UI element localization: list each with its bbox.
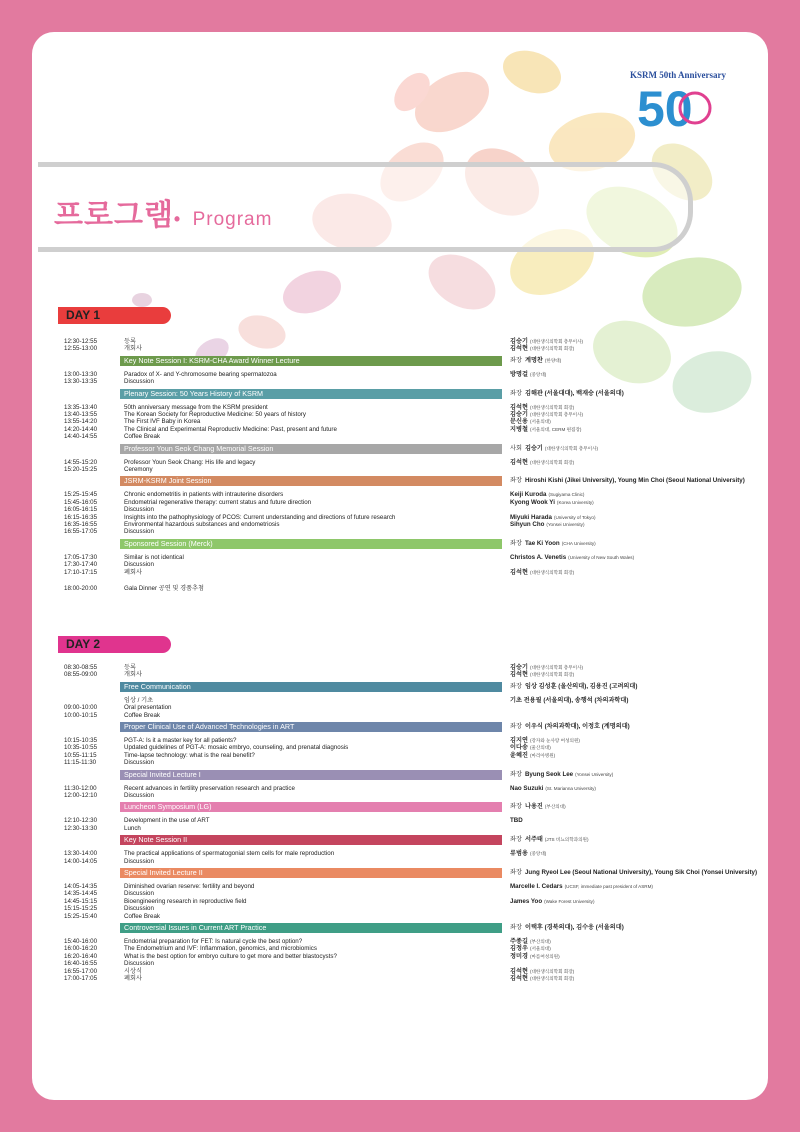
session-item: Discussion — [124, 905, 154, 913]
session-item: Endometrial preparation for FET: Is natural cycle the best option? — [124, 938, 303, 945]
speaker — [510, 975, 760, 982]
session-item: Insights into the pathophysiology of PCOS: Current understanding and directions of future research — [124, 513, 396, 521]
session-item: 폐회사 — [124, 568, 142, 576]
speaker-name: 김승기 — [510, 664, 528, 671]
speaker — [510, 968, 760, 975]
speaker — [510, 913, 760, 920]
session-item: 등록 — [124, 338, 136, 345]
speaker-name: 김정우 — [510, 945, 528, 953]
speaker — [510, 890, 760, 897]
speaker — [510, 338, 760, 345]
session-time: 13:55-14:20 — [64, 418, 98, 426]
session-time: 10:55-11:15 — [64, 751, 97, 759]
session-time: 13:30-13:35 — [64, 378, 98, 386]
chair-role: 좌장 — [510, 356, 522, 364]
speaker-affiliation: (대한생식의학회 회장) — [529, 346, 575, 352]
chair-name: 김승기 — [524, 444, 543, 452]
speaker-affiliation: (대한생식의학회 회장) — [529, 569, 575, 575]
speaker-affiliation: (마리아병원) — [529, 752, 556, 758]
speaker — [510, 817, 760, 824]
session-time: 15:25-15:40 — [64, 912, 98, 920]
session-time: 16:00-16:20 — [64, 945, 98, 953]
session-time: 09:00-10:00 — [64, 704, 98, 712]
logo-number: 50 — [637, 82, 693, 132]
speaker-name: 김석현 — [510, 975, 528, 982]
ksrm-50-logo — [635, 82, 721, 132]
speaker-name: Sihyun Cho — [510, 521, 545, 528]
session-chair — [510, 836, 588, 843]
speaker-affiliation: (서울의대) — [529, 419, 551, 425]
speaker — [510, 378, 760, 385]
speaker — [510, 506, 760, 513]
speaker — [510, 569, 760, 576]
session-time: 17:00-17:05 — [64, 975, 98, 982]
session-item: Discussion — [124, 506, 154, 514]
session-bar: Controversial Issues in Current ART Practice — [120, 923, 502, 933]
session-item: Discussion — [124, 857, 154, 865]
session-item: What is the best option for embryo culture to get more and better blastocysts? — [124, 952, 337, 960]
session-time: 15:25-15:45 — [64, 491, 98, 499]
session-time: 14:00-14:05 — [64, 857, 98, 865]
session-chair — [510, 869, 759, 876]
session-time: 08:55-09:00 — [64, 671, 98, 679]
speaker — [510, 898, 760, 905]
chair-role: 좌장 — [510, 389, 522, 397]
speaker — [510, 411, 760, 418]
session-time: 14:55-15:20 — [64, 458, 98, 466]
anniversary-text: KSRM 50th Anniversary — [629, 70, 726, 80]
session-chair — [510, 803, 566, 810]
session-time: 14:20-14:40 — [64, 425, 98, 433]
speaker-affiliation: (대한생식의학회 총무이사) — [529, 665, 584, 670]
speaker-affiliation: (대한생식의학회 총무이사) — [529, 339, 584, 344]
chair-name: 계명찬 — [524, 356, 543, 364]
speaker-affiliation: (서울의대, CERM 편집장) — [529, 426, 582, 432]
session-time: 16:20-16:40 — [64, 952, 98, 960]
speaker-affiliation: (대한생식의학회 회장) — [529, 968, 575, 974]
session-time: 16:15-16:35 — [64, 513, 98, 521]
session-time: 16:35-16:55 — [64, 521, 98, 528]
speaker-name: 김석현 — [510, 458, 528, 466]
chair-role: 좌장 — [510, 803, 522, 811]
session-chair — [510, 357, 561, 364]
program-card — [32, 32, 768, 1100]
session-time: 14:40-14:55 — [64, 433, 98, 441]
speaker — [510, 825, 760, 832]
session-item: 등록 — [124, 664, 136, 671]
speaker-name: 류범용 — [510, 850, 528, 858]
session-bar: Plenary Session: 50 Years History of KSRM — [120, 389, 502, 399]
session-item: Discussion — [124, 378, 154, 386]
session-time: 18:00-20:00 — [64, 585, 98, 592]
speaker-name: 이다송 — [510, 744, 528, 752]
chair-name: 서주태 — [524, 836, 543, 844]
anniversary-badge — [618, 70, 738, 132]
session-item: Discussion — [124, 890, 154, 898]
session-item: 임상 / 기초 — [124, 696, 154, 704]
speaker-name: 김지연 — [510, 737, 528, 744]
speaker — [510, 945, 760, 952]
speaker-name: TBD — [510, 817, 523, 825]
session-item: 시상식 — [124, 967, 142, 975]
chair-role: 좌장 — [510, 682, 522, 690]
session-chair — [510, 390, 626, 397]
speaker-affiliation: (University of New South Wales) — [568, 554, 635, 560]
speaker — [510, 585, 760, 592]
speaker — [510, 345, 760, 352]
session-chair — [510, 771, 613, 778]
speaker — [510, 514, 760, 521]
speaker — [510, 528, 760, 535]
speaker — [510, 433, 760, 440]
session-chair — [510, 445, 598, 452]
session-chair — [510, 924, 626, 931]
speaker — [510, 418, 760, 425]
speaker-name: 윤혜진 — [510, 751, 528, 759]
chair-role: 좌장 — [510, 836, 522, 844]
session-item: 50th anniversary message from the KSRM president — [124, 403, 268, 411]
speaker — [510, 712, 760, 719]
speaker-affiliation: (Wake Forest University) — [544, 898, 595, 904]
speaker-name: Christos A. Venetis — [510, 553, 567, 561]
speaker — [510, 426, 760, 433]
speaker-affiliation: (서울의대) — [529, 946, 551, 952]
speaker-affiliation: (중앙대) — [529, 851, 547, 857]
session-item: Coffee Break — [124, 711, 161, 719]
session-item: Development in the use of ART — [124, 817, 210, 825]
session-time: 11:30-12:00 — [64, 784, 97, 792]
speaker — [510, 960, 760, 967]
speaker — [510, 737, 760, 744]
chair-role: 좌장 — [510, 924, 522, 931]
session-time: 10:15-10:35 — [64, 737, 98, 744]
speaker-affiliation: (UCSF, immediate past president of ASRM) — [564, 884, 653, 889]
session-bar: Free Communication — [120, 682, 502, 692]
speaker-name: 정미경 — [510, 952, 528, 960]
speaker — [510, 561, 760, 568]
speaker — [510, 792, 760, 799]
speaker-affiliation: (대한생식의학회 회장) — [529, 459, 575, 465]
session-time: 14:35-14:45 — [64, 890, 98, 898]
session-item: PGT-A: Is it a master key for all patients? — [124, 737, 237, 744]
session-item: 폐회사 — [124, 975, 142, 982]
speaker-name: 김석현 — [510, 345, 528, 353]
session-bar: Key Note Session II — [120, 835, 502, 845]
chair-affiliation: (대한생식의학회 총무이사) — [544, 445, 599, 451]
speaker-affiliation: (St. Marianna University) — [545, 785, 596, 791]
speaker-name: 방명걸 — [510, 370, 528, 378]
session-time: 12:30-12:55 — [64, 338, 98, 345]
chair-affiliation: (CHA University) — [561, 540, 596, 546]
speaker — [510, 704, 760, 711]
title-english: Program — [192, 209, 273, 230]
day1-label: DAY 1 — [58, 307, 171, 324]
session-item: The Endometrium and IVF: Inflammation, genomics, and microbiomics — [124, 945, 317, 953]
speaker-affiliation: (마를여성의원) — [529, 953, 560, 959]
session-time: 12:00-12:10 — [64, 792, 98, 799]
session-item: Ceremony — [124, 466, 153, 473]
speaker-affiliation: (강자와 눈사랑 여성의원) — [529, 738, 580, 743]
speaker — [510, 371, 760, 378]
session-time: 12:30-13:30 — [64, 824, 98, 832]
session-time: 17:30-17:40 — [64, 561, 98, 569]
speaker-affiliation: (University of Tokyo) — [553, 514, 596, 520]
chair-name: Byung Seok Lee — [524, 770, 574, 778]
speaker-affiliation: (대한생식의학회 회장) — [529, 976, 575, 981]
speaker-name: Marcelle I. Cedars — [510, 883, 563, 890]
speaker-affiliation: (Yonsei University) — [546, 522, 585, 527]
session-item: Discussion — [124, 561, 154, 569]
speaker-name: 주종길 — [510, 938, 528, 945]
session-bar: Key Note Session I: KSRM-CHA Award Winner Lecture — [120, 356, 502, 366]
speaker-name: 김석현 — [510, 568, 528, 576]
session-time: 13:40-13:55 — [64, 411, 98, 418]
session-item: Endometrial regenerative therapy: current status and future direction — [124, 498, 312, 506]
session-time: 15:15-15:25 — [64, 905, 98, 913]
session-chair — [510, 477, 747, 484]
session-item: Coffee Break — [124, 433, 161, 441]
page-title — [54, 190, 272, 234]
speaker — [510, 785, 760, 792]
session-time: 12:55-13:00 — [64, 345, 98, 353]
session-time: 10:00-10:15 — [64, 711, 98, 719]
chair-affiliation: (한양대) — [544, 357, 562, 363]
speaker — [510, 554, 760, 561]
chair-role: 좌장 — [510, 477, 522, 485]
chair-name: 임상 김성훈 (울산의대), 김용진 (고려의대) — [524, 682, 638, 690]
session-time: 14:05-14:35 — [64, 883, 98, 890]
session-bar: JSRM-KSRM Joint Session — [120, 476, 502, 486]
session-item: Professor Youn Seok Chang: His life and legacy — [124, 458, 256, 466]
session-bar: Luncheon Symposium (LG) — [120, 802, 502, 812]
session-time: 15:45-16:05 — [64, 498, 98, 506]
session-time: 13:35-13:40 — [64, 403, 98, 411]
chair-affiliation: (Yonsei University) — [575, 771, 614, 777]
speaker-name: 기초 전용필 (서울의대), 송행석 (차의과학대) — [510, 696, 629, 704]
session-item: Coffee Break — [124, 912, 161, 920]
speaker-affiliation: (중앙대) — [529, 371, 547, 377]
chair-name: 이우식 (차의과학대), 이정호 (계명의대) — [524, 723, 630, 730]
session-item: 개회사 — [124, 345, 142, 353]
chair-name: Hiroshi Kishi (Jikei University), Young Min Choi (Seoul National University) — [524, 477, 745, 485]
session-item: Discussion — [124, 960, 154, 968]
session-bar: Proper Clinical Use of Advanced Technologies in ART — [120, 722, 502, 732]
speaker — [510, 491, 760, 498]
speaker-affiliation: (대한생식의학회 총무이사) — [529, 412, 584, 417]
chair-name: Tae Ki Yoon — [524, 539, 560, 547]
session-item: Similar is not identical — [124, 553, 184, 561]
session-chair — [510, 723, 632, 730]
speaker-name: James Yoo — [510, 897, 543, 905]
chair-name: 김해관 (서울대대), 백재승 (서울의대) — [524, 389, 624, 397]
session-time: 16:55-17:00 — [64, 967, 98, 975]
title-dot-icon: • — [173, 209, 182, 229]
chair-role: 좌장 — [510, 770, 522, 778]
session-bar: Professor Youn Seok Chang Memorial Session — [120, 444, 502, 454]
session-time: 08:30-08:55 — [64, 664, 98, 671]
session-time: 13:30-14:00 — [64, 850, 98, 858]
session-item: Recent advances in fertility preservation research and practice — [124, 784, 295, 792]
session-item: Diminished ovarian reserve: fertility and beyond — [124, 883, 255, 890]
speaker — [510, 858, 760, 865]
session-item: Discussion — [124, 759, 154, 767]
session-time: 17:05-17:30 — [64, 553, 98, 561]
session-item: Bioengineering research in reproductive field — [124, 897, 247, 905]
speaker-name: 김석현 — [510, 403, 528, 411]
speaker — [510, 466, 760, 473]
session-item: 개회사 — [124, 671, 142, 679]
session-bar: Special Invited Lecture II — [120, 868, 502, 878]
speaker — [510, 905, 760, 912]
speaker-affiliation: (Korea University) — [556, 499, 594, 505]
speaker-affiliation: (대한생식의학회 회장) — [529, 404, 575, 410]
session-item: The First IVF Baby in Korea — [124, 418, 201, 426]
speaker-name: 문신용 — [510, 418, 528, 426]
session-item: The practical applications of spermatogonial stem cells for male reproduction — [124, 850, 335, 858]
speaker — [510, 759, 760, 766]
speaker-name: Nao Suzuki — [510, 784, 544, 792]
speaker — [510, 664, 760, 671]
session-time: 13:00-13:30 — [64, 370, 98, 378]
session-item: Paradox of X- and Y-chromosome bearing spermatozoa — [124, 370, 277, 378]
chair-role: 좌장 — [510, 869, 522, 876]
chair-affiliation: (부산의대) — [544, 804, 566, 810]
speaker-name: Keiji Kuroda — [510, 491, 547, 499]
session-time: 15:40-16:00 — [64, 938, 98, 945]
session-chair — [510, 683, 639, 690]
speaker — [510, 752, 760, 759]
session-time: 17:10-17:15 — [64, 568, 98, 576]
speaker-affiliation: (Sugiyama Clinic) — [548, 492, 585, 498]
session-item: Discussion — [124, 528, 154, 536]
speaker — [510, 499, 760, 506]
title-korean: 프로그램 — [54, 199, 174, 232]
session-time: 16:05-16:15 — [64, 506, 98, 514]
session-time: 16:55-17:05 — [64, 528, 98, 536]
chair-role: 좌장 — [510, 539, 522, 547]
session-time: 16:40-16:55 — [64, 960, 98, 968]
session-item: Chronic endometritis in patients with intrauterine disorders — [124, 491, 284, 499]
chair-affiliation: (JTS 비뇨의학과의원) — [544, 837, 589, 843]
speaker-name: 김석현 — [510, 671, 528, 679]
speaker-name: Miyuki Harada — [510, 513, 552, 521]
day2-label: DAY 2 — [58, 636, 171, 653]
speaker — [510, 404, 760, 411]
speaker-name: Kyong Wook Yi — [510, 498, 555, 506]
chair-role: 좌장 — [510, 723, 522, 730]
speaker — [510, 521, 760, 528]
session-time: 11:15-11:30 — [64, 759, 97, 767]
speaker — [510, 744, 760, 751]
speaker — [510, 953, 760, 960]
speaker — [510, 850, 760, 857]
session-time: 14:45-15:15 — [64, 897, 98, 905]
speaker-name: 지병철 — [510, 425, 528, 433]
chair-name: 나용진 — [524, 803, 543, 811]
speaker — [510, 671, 760, 678]
speaker-affiliation: (울산의대) — [529, 745, 551, 751]
chair-name: Jung Ryeol Lee (Seoul National University), Young Sik Choi (Yonsei University) — [524, 869, 758, 876]
speaker-affiliation: (부산의대) — [529, 939, 551, 944]
session-item: Environmental hazardous substances and endometriosis — [124, 521, 280, 528]
session-time: 12:10-12:30 — [64, 817, 98, 825]
speaker — [510, 938, 760, 945]
session-item: Gala Dinner 공연 및 경품추첨 — [124, 585, 205, 592]
speaker-name: 김석현 — [510, 967, 528, 975]
session-time: 10:35-10:55 — [64, 744, 98, 752]
session-bar: Sponsored Session (Merck) — [120, 539, 502, 549]
session-item: Discussion — [124, 792, 154, 799]
speaker-name: 김승기 — [510, 411, 528, 418]
speaker — [510, 697, 760, 704]
session-time: 15:20-15:25 — [64, 466, 98, 473]
session-chair — [510, 540, 596, 547]
session-item: Lunch — [124, 824, 141, 832]
session-item: Updated guidelines of PGT-A: mosaic embryo, counseling, and prenatal diagnosis — [124, 744, 349, 752]
chair-role: 사회 — [510, 444, 522, 452]
chair-name: 이택후 (경북의대), 김수응 (서울의대) — [524, 924, 624, 931]
session-item: The Korean Society for Reproductive Medicine: 50 years of history — [124, 411, 306, 418]
speaker — [510, 883, 760, 890]
session-item: Time-lapse technology: what is the real benefit? — [124, 751, 255, 759]
session-item: The Clinical and Experimental Reproductiv Medicine: Past, present and future — [124, 425, 337, 433]
session-bar: Special Invited Lecture I — [120, 770, 502, 780]
speaker-name: 김승기 — [510, 338, 528, 345]
session-item: Oral presentation — [124, 704, 172, 712]
speaker — [510, 459, 760, 466]
speaker-affiliation: (대한생식의학회 회장) — [529, 672, 575, 678]
